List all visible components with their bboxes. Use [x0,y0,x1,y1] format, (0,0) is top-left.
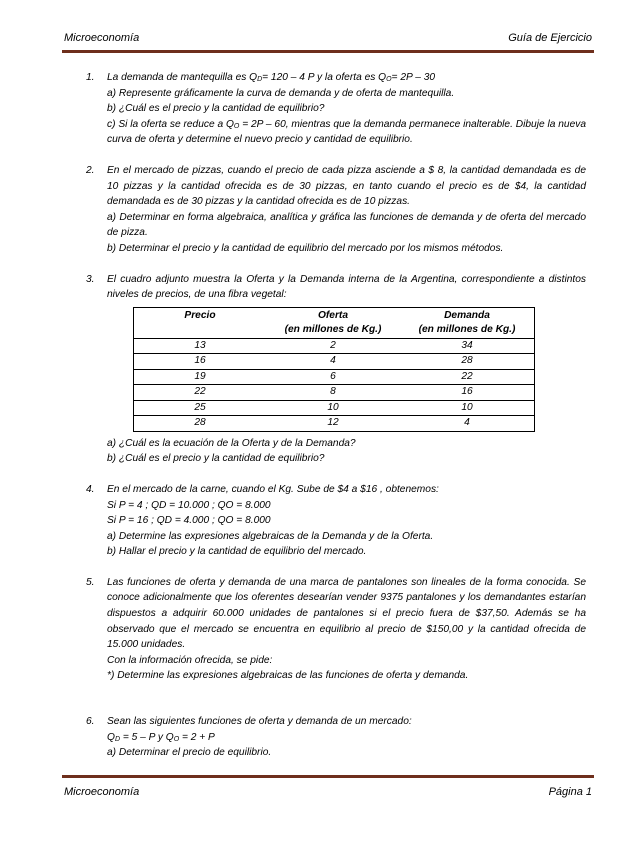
exercise-5-statement: Las funciones de oferta y demanda de una marca de pantalones son lineales de la forma conocida. Se conoce adicionalmente que los oferentes desearían vender 9375 pantalones y los demandantes estarían dispuestos a adquirir 60.000 unidades de pantalones si el precio fuera de $37,50. Además se ha observado que el mercado se encuentra en equilibrio al precio de $150,00 y la cantidad ofrecida de 15.000 unidades. [107,576,586,651]
exercise-number: 1. [86,72,95,83]
exercise-3 [86,272,586,467]
footer-rule [62,775,594,778]
exercise-4-case-1: Si P = 4 ; QD = 10.000 ; QO = 8.000 [107,499,271,511]
exercise-5-task: *) Determine las expresiones algebraicas de las funciones de oferta y demanda. [107,670,469,682]
exercise-3-statement: El cuadro adjunto muestra la Oferta y la Demanda interna de la Argentina, correspondiente a distintos niveles de precios, de una fibra vegetal: [107,273,586,301]
exercise-1-c: c) Si la oferta se reduce a $Q_O = 2P - 60$, mientras que la demanda permanece inalterable. Dibuje la nueva curva de oferta y determine el nuevo precio y cantidad de equilibrio. [107,118,587,146]
exercise-2-a: a) Determinar en forma algebraica, analítica y gráfica las funciones de demanda y de oferta del mercado de pizza. [107,211,586,239]
table-row: 22 8 16 [134,385,535,401]
exercise-number: 6. [86,716,95,728]
exercise-4-b: b) Hallar el precio y la cantidad de equilibrio del mercado. [107,546,367,558]
exercise-4 [86,482,586,560]
exercise-6 [86,714,586,761]
exercise-5-prompt: Con la información ofrecida, se pide: [107,654,273,666]
exercise-2-b: b) Determinar el precio y la cantidad de equilibrio del mercado por los mismos métodos. [107,242,504,254]
table-row: 13 2 34 [134,338,535,354]
table-header-row [134,307,535,338]
exercise-number: 2. [86,164,95,176]
exercise-number: 3. [86,273,95,285]
col-header-precio: Precio [134,307,267,338]
exercise-3-b: b) ¿Cuál es el precio y la cantidad de equilibrio? [107,453,325,465]
exercise-2-statement: En el mercado de pizzas, cuando el precio de cada pizza asciende a $ 8, la cantidad demandada es de 10 pizzas y la cantidad ofrecida es de 30 pizzas, en tanto cuando el precio es de $4, la cantidad demandada es de 30 pizzas y la cantidad ofrecida es de 10 pizzas. [107,164,586,208]
exercise-6-functions: $Q_D = 5 - P$ y $Q_O = 2 + P$ [107,731,215,743]
table-row: 25 10 10 [134,400,535,416]
exercise-number: 5. [86,576,95,588]
header-left: Microeconomía [64,32,140,44]
header-right: Guía de Ejercicio [508,32,592,44]
exercise-2 [86,163,586,257]
exercise-3-a: a) ¿Cuál es la ecuación de la Oferta y de la Demanda? [107,437,356,449]
footer-left: Microeconomía [64,786,140,798]
exercise-1-statement: La demanda de mantequilla es $Q_D= 120 - 4$ P y la oferta es $Q_O= 2P - 30$ [107,72,436,83]
header-rule [62,50,594,53]
exercise-6-a: a) Determinar el precio de equilibrio. [107,747,272,759]
table-row: 19 6 22 [134,369,535,385]
exercise-1-a: a) Represente gráficamente la curva de demanda y de oferta de mantequilla. [107,87,455,99]
table-row: 16 4 28 [134,354,535,370]
supply-demand-table [133,307,535,432]
exercise-4-statement: En el mercado de la carne, cuando el Kg. Sube de $4 a $16 , obtenemos: [107,483,439,495]
exercise-number: 4. [86,483,95,495]
page-number: Página 1 [548,786,592,798]
col-header-demanda: Demanda (en millones de Kg.) [400,307,535,338]
exercise-5 [86,575,586,684]
exercise-1-b: b) ¿Cuál es el precio y la cantidad de equilibrio? [107,103,325,115]
table-row: 28 12 4 [134,416,535,432]
exercise-6-statement: Sean las siguientes funciones de oferta y demanda de un mercado: [107,716,412,728]
exercise-list [86,70,586,776]
exercise-4-a: a) Determine las expresiones algebraicas de la Demanda y de la Oferta. [107,530,434,542]
exercise-1 [86,70,586,148]
col-header-oferta: Oferta (en millones de Kg.) [266,307,400,338]
exercise-4-case-2: Si P = 16 ; QD = 4.000 ; QO = 8.000 [107,515,271,527]
